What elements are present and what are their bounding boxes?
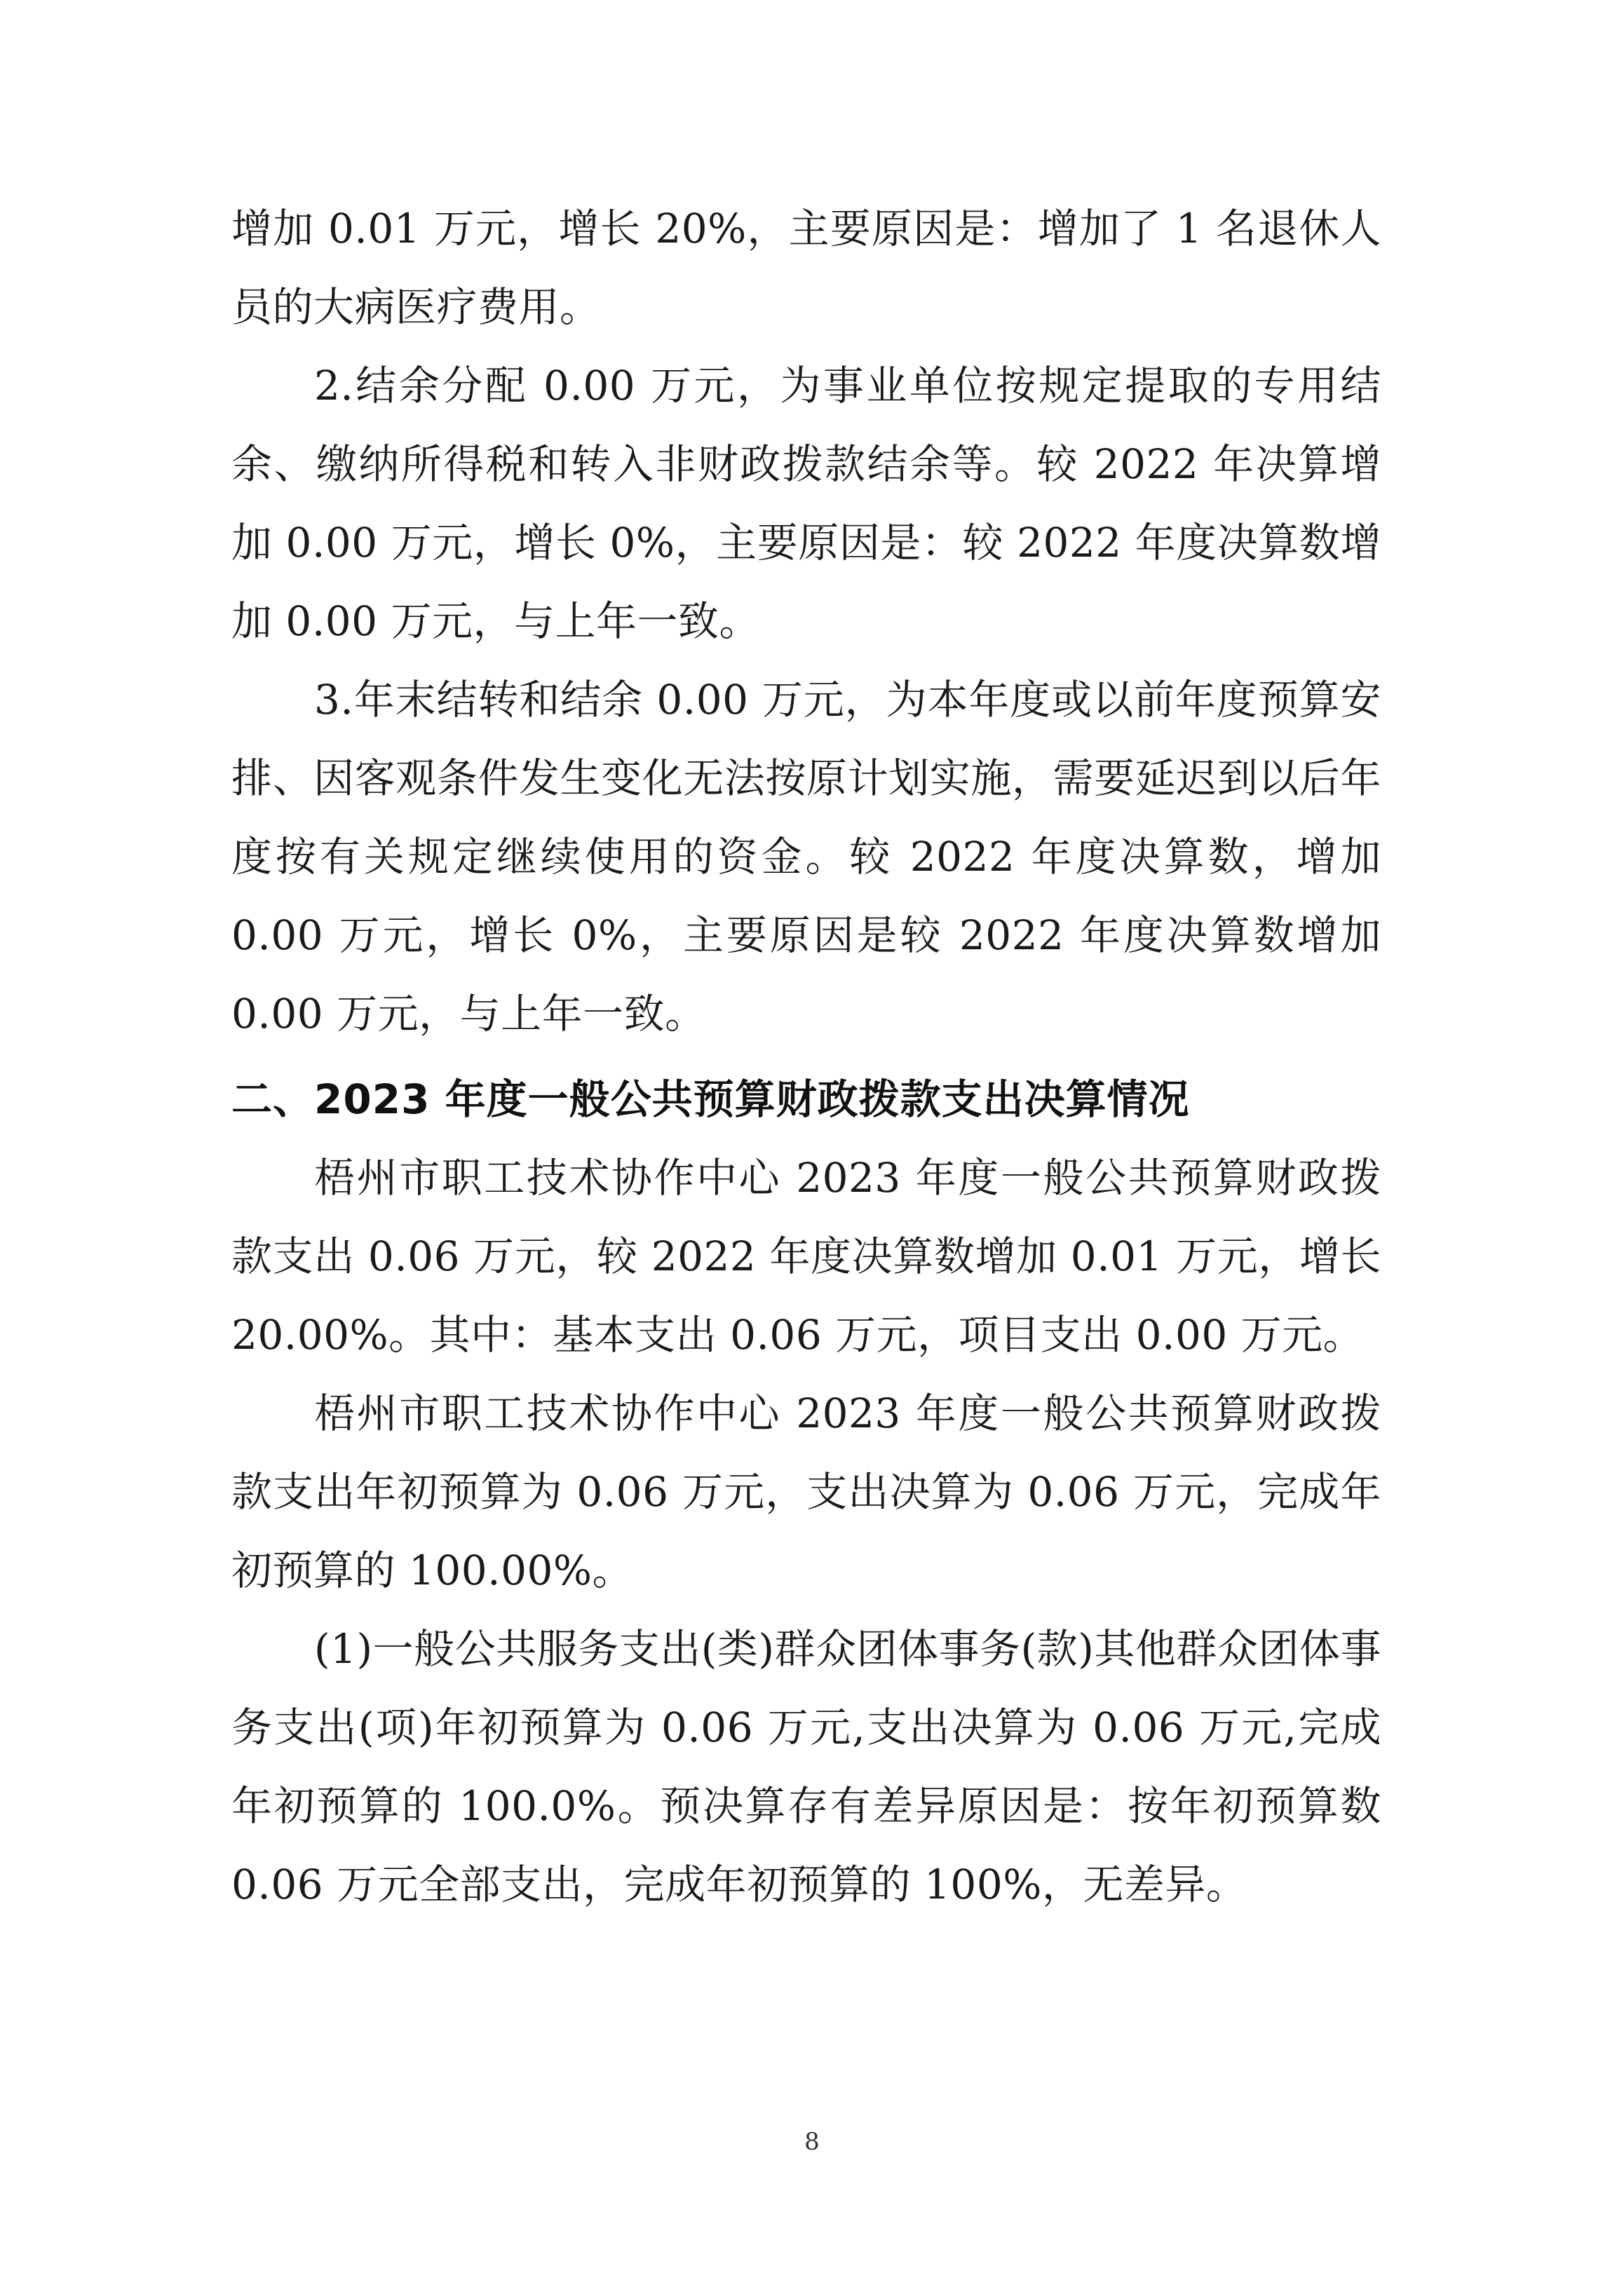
- paragraph-1: 增加 0.01 万元，增长 20%，主要原因是：增加了 1 名退休人员的大病医疗费用。: [231, 205, 1381, 331]
- page-number: 8: [804, 2128, 820, 2156]
- paragraph-3: 3.年末结转和结余 0.00 万元，为本年度或以前年度预算安排、因客观条件发生变化无法按原计划实施，需要延迟到以后年度按有关规定继续使用的资金。较 2022 年度决算数，增加 0.00 万元，增长 0%，主要原因是较 2022 年度决算数增加 0.00 万元，与上年一致。: [231, 676, 1395, 1038]
- paragraph-2: 2.结余分配 0.00 万元，为事业单位按规定提取的专用结余、缴纳所得税和转入非财政拨款结余等。较 2022 年决算增加 0.00 万元，增长 0%，主要原因是：较 2022 年度决算数增加 0.00 万元，与上年一致。: [231, 362, 1381, 645]
- section-heading-two: 二、2023 年度一般公共预算财政拨款支出决算情况: [231, 1075, 1190, 1123]
- paragraph-4: 梧州市职工技术协作中心 2023 年度一般公共预算财政拨款支出 0.06 万元，较 2022 年度决算数增加 0.01 万元，增长 20.00%。其中：基本支出 0.06 万元，项目支出 0.00 万元。: [231, 1154, 1395, 1359]
- paragraph-6: (1)一般公共服务支出(类)群众团体事务(款)其他群众团体事务支出(项)年初预算为 0.06 万元,支出决算为 0.06 万元,完成年初预算的 100.0%。预决算存有差异原因是：按年初预算数 0.06 万元全部支出，完成年初预算的 100%，无差异。: [231, 1625, 1395, 1908]
- page-body: [231, 189, 1395, 1924]
- paragraph-5: 梧州市职工技术协作中心 2023 年度一般公共预算财政拨款支出年初预算为 0.06 万元，支出决算为 0.06 万元，完成年初预算的 100.00%。: [231, 1390, 1381, 1594]
